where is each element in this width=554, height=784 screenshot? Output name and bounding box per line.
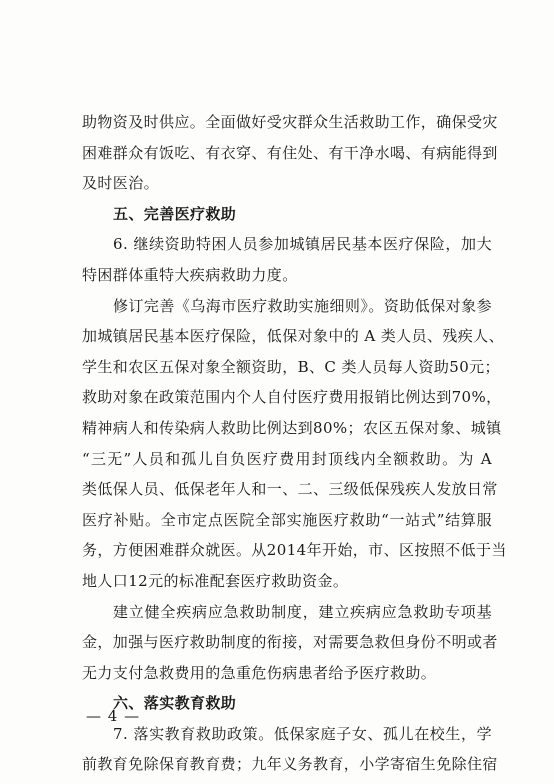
page-number: — 4 — xyxy=(86,707,141,725)
text-line: 精神病人和传染病人救助比例达到80%；农区五保对象、城镇 xyxy=(82,418,502,437)
text-line: 7. 落实教育救助政策。低保家庭子女、孤儿在校生，学 xyxy=(113,724,492,743)
section-heading: 五、完善医疗救助 xyxy=(113,204,237,223)
text-line: 地人口12元的标准配套医疗救助资金。 xyxy=(82,571,349,590)
text-line: 救助对象在政策范围内个人自付医疗费用报销比例达到70%， xyxy=(82,388,502,407)
text-line: 务，方便困难群众就医。从2014年开始，市、区按照不低于当 xyxy=(82,541,507,560)
text-line: 前教育免除保育教育费；九年义务教育，小学寄宿生免除住宿 xyxy=(82,755,498,774)
text-line: 金，加强与医疗救助制度的衔接，对需要急救但身份不明或者 xyxy=(82,633,498,652)
text-line: “三无”人员和孤儿自负医疗费用封顶线内全额救助。为 A xyxy=(82,449,492,468)
text-line: 困难群众有饭吃、有衣穿、有住处、有干净水喝、有病能得到 xyxy=(82,143,498,162)
text-line: 助物资及时供应。全面做好受灾群众生活救助工作，确保受灾 xyxy=(82,113,498,131)
text-line: 建立健全疾病应急救助制度，建立疾病应急救助专项基 xyxy=(113,602,492,621)
text-line: 加城镇居民基本医疗保险，低保对象中的 A 类人员、残疾人、 xyxy=(82,327,504,346)
text-line: 特困群体重特大疾病救助力度。 xyxy=(82,265,298,284)
text-line: 6. 继续资助特困人员参加城镇居民基本医疗保险，加大 xyxy=(113,235,492,254)
section-heading: 六、落实教育救助 xyxy=(113,694,237,713)
text-line: 医疗补贴。全市定点医院全部实施医疗救助“一站式”结算服 xyxy=(82,510,492,529)
text-line: 类低保人员、低保老年人和一、二、三级低保残疾人发放日常 xyxy=(82,480,498,499)
text-line: 及时医治。 xyxy=(82,174,160,193)
text-line: 无力支付急救费用的急重危伤病患者给予医疗救助。 xyxy=(82,663,437,682)
document-body xyxy=(82,107,507,780)
text-line: 学生和农区五保对象全额资助，B、C 类人员每人资助50元； xyxy=(82,357,500,376)
text-line: 修订完善《乌海市医疗救助实施细则》。资助低保对象参 xyxy=(113,296,492,315)
